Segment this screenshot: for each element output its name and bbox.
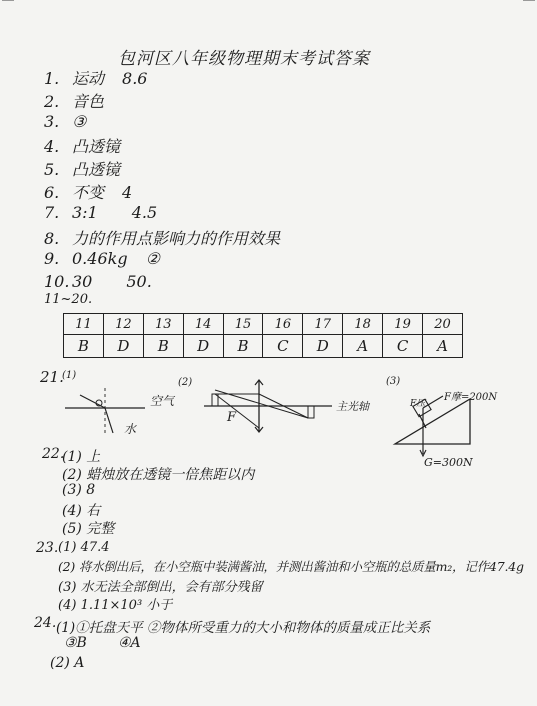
table-cell: B (223, 335, 263, 358)
table-cell: 14 (183, 314, 223, 335)
answer-3: 3. ③ (44, 112, 87, 131)
q21-number: 21. (40, 368, 64, 386)
q22-item-4: (4) 右 (62, 503, 101, 519)
answer-1: 1. 运动 8.6 (44, 69, 148, 88)
q22-item-2: (2) 蜡烛放在透镜一倍焦距以内 (62, 467, 255, 483)
q24-line-2: ③B ④A (64, 635, 141, 651)
q23-item-3: (3) 水无法全部倒出，会有部分残留 (58, 580, 263, 595)
answer-10: 10. 30 50. (44, 272, 152, 291)
q23-item-4: (4) 1.11×10³ 小于 (58, 598, 173, 613)
answer-9: 9. 0.46kg ② (44, 249, 160, 268)
answer-5: 5. 凸透镜 (44, 160, 121, 179)
table-cell: A (343, 335, 383, 358)
corner-mark-left (2, 0, 14, 7)
table-cell: C (383, 335, 423, 358)
q21-part3-label: (3) (386, 376, 401, 387)
answer-7: 7. 3:1 4.5 (44, 203, 158, 222)
table-cell: A (423, 335, 463, 358)
corner-mark-right (523, 0, 535, 7)
pressure-force-label: F压 (410, 399, 426, 409)
answer-2: 2. 音色 (44, 92, 105, 111)
answer-4: 4. 凸透镜 (44, 137, 121, 156)
table-cell: 18 (343, 314, 383, 335)
q24-line-1: (1)①托盘天平 ②物体所受重力的大小和物体的质量成正比关系 (56, 620, 431, 636)
table-cell: 11 (64, 314, 104, 335)
table-values-row (64, 335, 463, 358)
q23-item-2: (2) 将水倒出后，在小空瓶中装满酱油，并测出酱油和小空瓶的总质量m₂，记作47.4g (58, 559, 524, 574)
q21-part1-label: (1) (62, 370, 77, 381)
q22-number: 22. (42, 446, 65, 462)
table-cell: B (143, 335, 183, 358)
table-cell: 20 (423, 314, 463, 335)
table-cell: 17 (303, 314, 343, 335)
q22-item-1: (1) 上 (62, 449, 101, 465)
answer-8: 8. 力的作用点影响力的作用效果 (44, 229, 281, 248)
gravity-label: G=300N (424, 456, 473, 469)
focal-point-label: F (227, 410, 237, 425)
friction-force-label: F摩=200N (444, 392, 498, 403)
answer-6: 6. 不变 4 (44, 183, 133, 202)
q21-part2-label: (2) (178, 377, 193, 388)
page-title: 包河区八年级物理期末考试答案 (118, 49, 370, 69)
q22-item-5: (5) 完整 (62, 521, 115, 537)
q23-number: 23. (36, 540, 59, 556)
table-cell: 19 (383, 314, 423, 335)
table-cell: B (64, 335, 104, 358)
principal-axis-label: 主光轴 (336, 400, 369, 413)
answer-11-20-label: 11~20. (44, 292, 93, 307)
table-cell: D (303, 335, 343, 358)
table-cell: 16 (263, 314, 303, 335)
q24-number: 24. (34, 615, 57, 631)
table-header-row (64, 314, 463, 335)
label-air: 空气 (150, 394, 175, 408)
table-cell: 15 (223, 314, 263, 335)
q23-item-1: (1) 47.4 (58, 540, 110, 555)
table-cell: C (263, 335, 303, 358)
choice-answer-table (63, 313, 463, 358)
lens-diagram (204, 380, 344, 450)
q22-item-3: (3) 8 (62, 482, 96, 498)
table-cell: 12 (103, 314, 143, 335)
table-cell: D (183, 335, 223, 358)
refraction-diagram (55, 383, 215, 453)
label-water: 水 (124, 422, 137, 436)
table-cell: D (103, 335, 143, 358)
table-cell: 13 (143, 314, 183, 335)
q24-line-3: (2) A (50, 655, 85, 671)
